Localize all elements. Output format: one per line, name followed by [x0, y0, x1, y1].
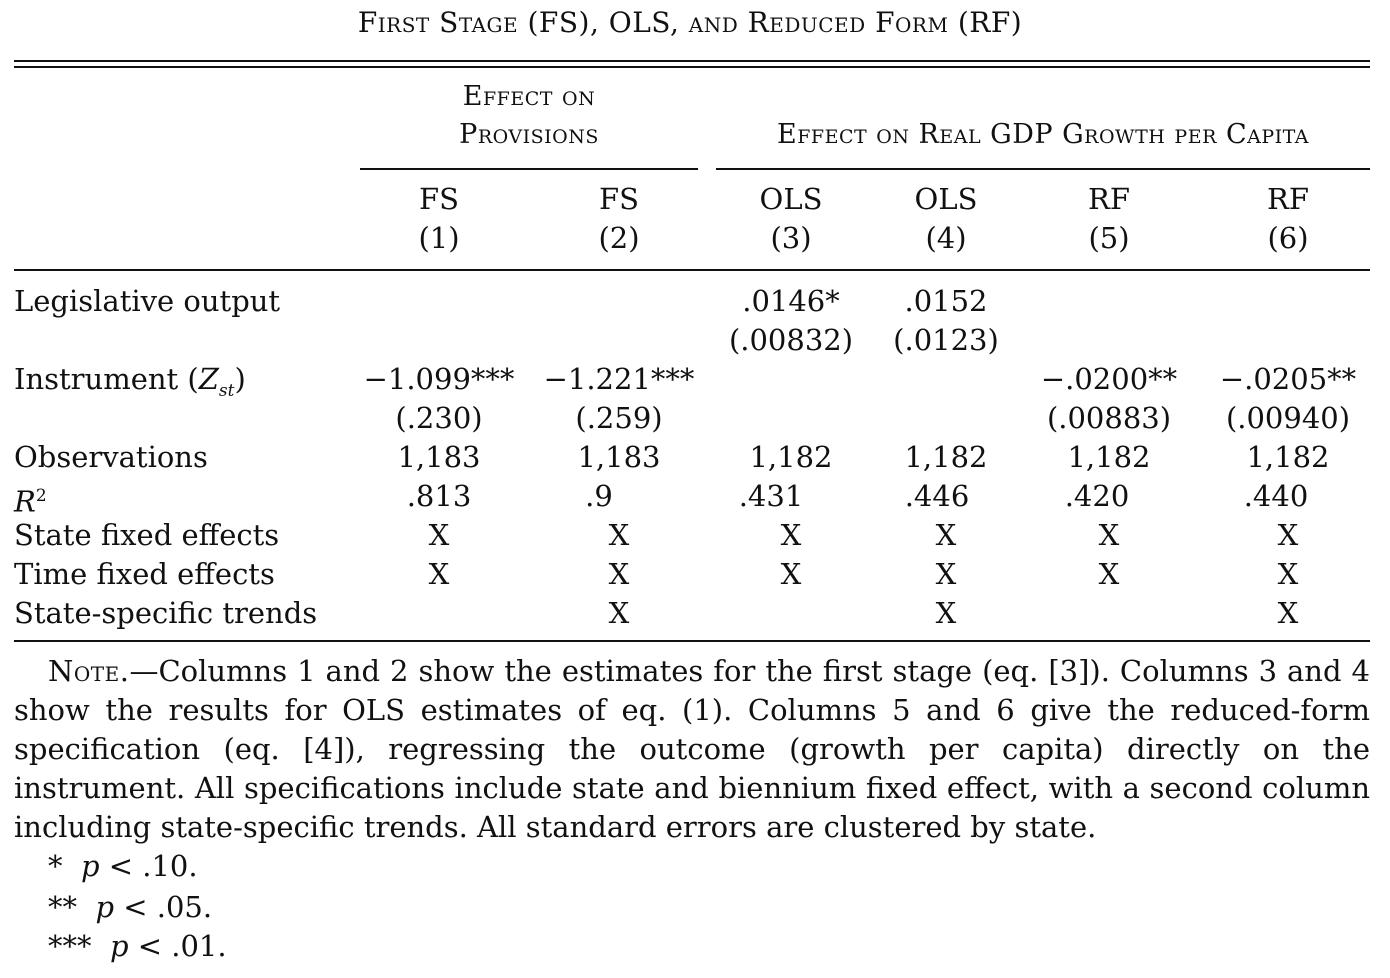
- cell-instrument-coef-1: −1.099***: [363, 362, 515, 396]
- cell-legislative-coef-4: .0152: [904, 284, 988, 318]
- top-rule-1: [14, 60, 1370, 62]
- r2-label-sup: 2: [35, 486, 47, 506]
- cell-observations-3: 1,182: [749, 440, 833, 474]
- sig-05: [48, 888, 212, 927]
- cell-instrument-se-2: (.259): [575, 401, 663, 435]
- cell-state-fe-1: X: [428, 518, 450, 552]
- sig-05-p: p: [95, 890, 115, 924]
- cell-instrument-se-1: (.230): [395, 401, 483, 435]
- cell-time-fe-5: X: [1098, 557, 1120, 591]
- cell-trends-2: X: [608, 596, 630, 630]
- cell-legislative-coef-3: .0146*: [742, 284, 840, 318]
- cell-r2-4: .446: [904, 479, 970, 513]
- cell-r2-3: .431: [738, 479, 804, 513]
- cell-r2-6: .440: [1243, 479, 1309, 513]
- col-header-4-type: OLS: [914, 182, 978, 216]
- row-label-time-fe: Time fixed effects: [14, 557, 275, 591]
- row-label-legislative-output: Legislative output: [14, 284, 281, 318]
- cell-state-fe-5: X: [1098, 518, 1120, 552]
- cell-instrument-coef-2: −1.221***: [543, 362, 695, 396]
- cell-trends-4: X: [935, 596, 957, 630]
- sig-10-rest: < .10.: [99, 849, 198, 883]
- col-header-5-num: (5): [1088, 221, 1130, 255]
- table-note: [14, 652, 1370, 847]
- sig-01: [48, 927, 227, 966]
- group-rule-gdp: [716, 168, 1370, 170]
- sig-10: [48, 847, 198, 886]
- row-label-state-fe: State fixed effects: [14, 518, 280, 552]
- cell-r2-5: .420: [1064, 479, 1130, 513]
- cell-legislative-se-3: (.00832): [728, 323, 854, 357]
- sig-10-stars: *: [48, 849, 63, 883]
- cell-observations-1: 1,183: [397, 440, 481, 474]
- instrument-label-sub: st: [218, 380, 235, 401]
- cell-time-fe-6: X: [1277, 557, 1299, 591]
- cell-time-fe-3: X: [780, 557, 802, 591]
- group-header-gdp: Effect on Real GDP Growth per Capita: [777, 119, 1309, 150]
- cell-instrument-se-5: (.00883): [1046, 401, 1172, 435]
- instrument-label-var: Z: [198, 362, 219, 396]
- col-header-3-type: OLS: [759, 182, 823, 216]
- cell-state-fe-6: X: [1277, 518, 1299, 552]
- col-header-1-type: FS: [419, 182, 459, 216]
- col-header-2-type: FS: [599, 182, 639, 216]
- cell-instrument-coef-5: −.0200**: [1040, 362, 1178, 396]
- cell-observations-2: 1,183: [577, 440, 661, 474]
- sig-01-rest: < .01.: [128, 929, 227, 963]
- cell-state-fe-4: X: [935, 518, 957, 552]
- col-header-5-type: RF: [1088, 182, 1130, 216]
- col-header-6-num: (6): [1267, 221, 1309, 255]
- row-label-instrument: [14, 360, 246, 411]
- top-rule-2: [14, 66, 1370, 68]
- header-bottom-rule: [14, 269, 1370, 271]
- instrument-label-text: Instrument (: [14, 362, 199, 396]
- cell-trends-6: X: [1277, 596, 1299, 630]
- cell-observations-4: 1,182: [904, 440, 988, 474]
- sig-01-p: p: [109, 929, 129, 963]
- col-header-3-num: (3): [770, 221, 812, 255]
- row-label-r2: [14, 477, 47, 522]
- instrument-label-close: ): [234, 362, 246, 396]
- col-header-6-type: RF: [1267, 182, 1309, 216]
- cell-legislative-se-4: (.0123): [893, 323, 999, 357]
- table-bottom-rule: [14, 640, 1370, 642]
- sig-01-stars: ***: [48, 929, 92, 963]
- col-header-1-num: (1): [418, 221, 460, 255]
- cell-r2-2: .9: [585, 479, 613, 513]
- sig-05-rest: < .05.: [114, 890, 213, 924]
- table-title: First Stage (FS), OLS, and Reduced Form (RF): [357, 6, 1023, 39]
- col-header-2-num: (2): [598, 221, 640, 255]
- row-label-observations: Observations: [14, 440, 208, 474]
- cell-time-fe-1: X: [428, 557, 450, 591]
- cell-state-fe-3: X: [780, 518, 802, 552]
- cell-observations-5: 1,182: [1067, 440, 1151, 474]
- cell-instrument-se-6: (.00940): [1225, 401, 1351, 435]
- cell-time-fe-4: X: [935, 557, 957, 591]
- sig-05-stars: **: [48, 890, 77, 924]
- r2-label-var: R: [14, 484, 36, 519]
- cell-time-fe-2: X: [608, 557, 630, 591]
- group-header-provisions: [360, 78, 698, 154]
- cell-state-fe-2: X: [608, 518, 630, 552]
- group-rule-provisions: [360, 168, 698, 170]
- row-label-trends: State-specific trends: [14, 596, 318, 630]
- cell-instrument-coef-6: −.0205**: [1219, 362, 1357, 396]
- group-header-provisions-line2: Provisions: [459, 119, 599, 150]
- sig-10-p: p: [80, 849, 100, 883]
- col-header-4-num: (4): [925, 221, 967, 255]
- note-text: —Columns 1 and 2 show the estimates for the first stage (eq. [3]). Columns 3 and 4 show the results for OLS estimates of eq. (1). Columns 5 and 6 give the reduced-form specification (eq. [4]), regressing the outcome (growth per capita) directly on the instrument. All specifications include state and biennium fixed effect, with a second column including state-specific trends. All standard errors are clustered by state.: [14, 654, 1370, 844]
- cell-r2-1: .813: [406, 479, 472, 513]
- note-lead: Note.: [48, 654, 130, 688]
- cell-observations-6: 1,182: [1246, 440, 1330, 474]
- group-header-provisions-line1: Effect on: [462, 81, 596, 112]
